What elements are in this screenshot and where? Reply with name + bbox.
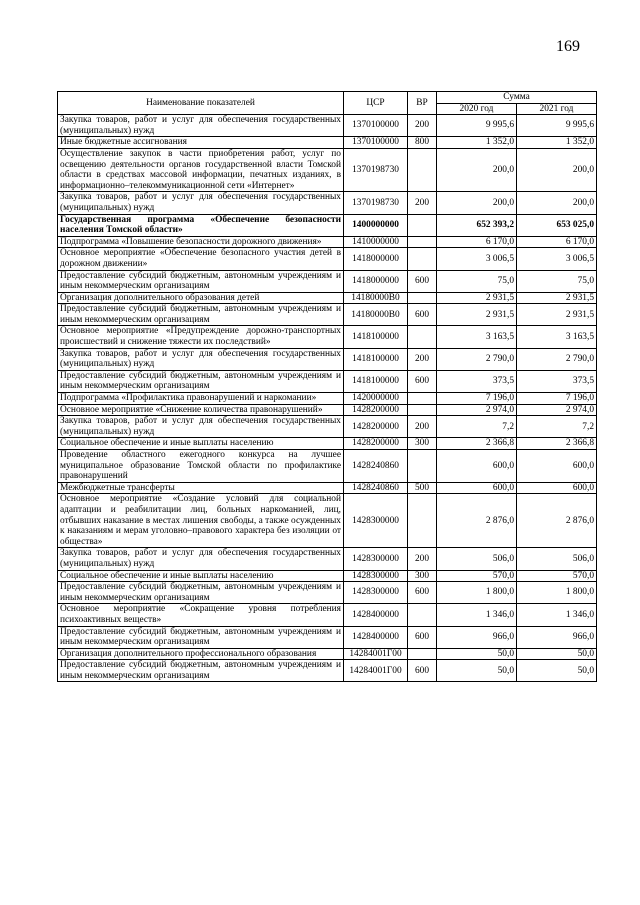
row-csr-cell: 1370100000: [344, 115, 408, 137]
row-vr-cell: [408, 450, 437, 483]
row-2021-cell: 373,5: [517, 370, 597, 392]
table-row: [58, 570, 597, 582]
table-row: [58, 270, 597, 292]
row-2020-cell: 3 163,5: [437, 326, 517, 348]
page-number: 169: [556, 38, 580, 55]
row-csr-cell: 1370100000: [344, 137, 408, 149]
row-2021-cell: 1 346,0: [517, 604, 597, 626]
row-name-cell: Предоставление субсидий бюджетным, автономным учреждениям и иным некоммерческим организациям: [58, 304, 344, 326]
table-row: [58, 236, 597, 248]
row-2021-cell: 200,0: [517, 192, 597, 214]
row-2021-cell: 966,0: [517, 626, 597, 648]
header-csr: ЦСР: [344, 92, 408, 115]
row-vr-cell: [408, 236, 437, 248]
row-csr-cell: 1428200000: [344, 438, 408, 450]
row-2021-cell: 9 995,6: [517, 115, 597, 137]
row-2021-cell: 7,2: [517, 416, 597, 438]
row-name-cell: Подпрограмма «Повышение безопасности дорожного движения»: [58, 236, 344, 248]
table-row: [58, 115, 597, 137]
row-2021-cell: 600,0: [517, 450, 597, 483]
row-vr-cell: [408, 214, 437, 236]
row-vr-cell: [408, 292, 437, 304]
row-2020-cell: 50,0: [437, 648, 517, 660]
table-row: [58, 482, 597, 494]
row-name-cell: Закупка товаров, работ и услуг для обеспечения государственных (муниципальных) нужд: [58, 548, 344, 570]
row-vr-cell: 600: [408, 582, 437, 604]
row-2020-cell: 2 876,0: [437, 494, 517, 548]
row-2020-cell: 1 800,0: [437, 582, 517, 604]
row-csr-cell: 14284001Г00: [344, 648, 408, 660]
row-2020-cell: 2 931,5: [437, 304, 517, 326]
row-2020-cell: 506,0: [437, 548, 517, 570]
row-vr-cell: 200: [408, 115, 437, 137]
table-row: [58, 370, 597, 392]
row-vr-cell: [408, 393, 437, 405]
row-2020-cell: 2 974,0: [437, 404, 517, 416]
row-2020-cell: 3 006,5: [437, 248, 517, 270]
row-name-cell: Проведение областного ежегодного конкурса на лучшее муниципальное образование Томской области по профилактике правонарушений: [58, 450, 344, 483]
row-vr-cell: 800: [408, 137, 437, 149]
table-row: [58, 326, 597, 348]
row-2020-cell: 2 790,0: [437, 348, 517, 370]
row-name-cell: Предоставление субсидий бюджетным, автономным учреждениям и иным некоммерческим организациям: [58, 270, 344, 292]
row-name-cell: Закупка товаров, работ и услуг для обеспечения государственных (муниципальных) нужд: [58, 192, 344, 214]
row-vr-cell: 500: [408, 482, 437, 494]
header-year-2021: 2021 год: [517, 103, 597, 115]
row-2020-cell: 966,0: [437, 626, 517, 648]
row-vr-cell: 600: [408, 370, 437, 392]
row-2021-cell: 3 163,5: [517, 326, 597, 348]
row-2021-cell: 200,0: [517, 148, 597, 191]
row-2021-cell: 1 352,0: [517, 137, 597, 149]
row-2021-cell: 2 974,0: [517, 404, 597, 416]
row-csr-cell: 14180000В0: [344, 304, 408, 326]
row-name-cell: Организация дополнительного образования детей: [58, 292, 344, 304]
row-2020-cell: 7 196,0: [437, 393, 517, 405]
row-2020-cell: 373,5: [437, 370, 517, 392]
row-vr-cell: 600: [408, 270, 437, 292]
header-sum: Сумма: [437, 92, 597, 104]
row-name-cell: Подпрограмма «Профилактика правонарушений и наркомании»: [58, 393, 344, 405]
row-csr-cell: 1370198730: [344, 148, 408, 191]
row-vr-cell: 300: [408, 438, 437, 450]
row-2021-cell: 50,0: [517, 648, 597, 660]
row-csr-cell: 1418100000: [344, 370, 408, 392]
row-csr-cell: 1428300000: [344, 582, 408, 604]
row-2020-cell: 9 995,6: [437, 115, 517, 137]
row-vr-cell: [408, 326, 437, 348]
row-csr-cell: 1428200000: [344, 404, 408, 416]
table-row: [58, 192, 597, 214]
table-row: [58, 450, 597, 483]
table-row: [58, 626, 597, 648]
row-2020-cell: 200,0: [437, 148, 517, 191]
row-name-cell: Организация дополнительного профессионального образования: [58, 648, 344, 660]
row-name-cell: Закупка товаров, работ и услуг для обеспечения государственных (муниципальных) нужд: [58, 416, 344, 438]
table-row: [58, 148, 597, 191]
row-name-cell: Предоставление субсидий бюджетным, автономным учреждениям и иным некоммерческим организациям: [58, 370, 344, 392]
row-vr-cell: 200: [408, 348, 437, 370]
row-csr-cell: 1428400000: [344, 626, 408, 648]
table-body: [58, 115, 597, 682]
row-vr-cell: 200: [408, 548, 437, 570]
row-vr-cell: 600: [408, 660, 437, 682]
table-row: [58, 582, 597, 604]
row-vr-cell: 300: [408, 570, 437, 582]
table-row: [58, 393, 597, 405]
row-2021-cell: 2 876,0: [517, 494, 597, 548]
row-2021-cell: 1 800,0: [517, 582, 597, 604]
row-2021-cell: 2 366,8: [517, 438, 597, 450]
row-csr-cell: 1428300000: [344, 548, 408, 570]
row-vr-cell: [408, 248, 437, 270]
row-name-cell: Закупка товаров, работ и услуг для обеспечения государственных (муниципальных) нужд: [58, 115, 344, 137]
table-row: [58, 604, 597, 626]
row-2020-cell: 2 931,5: [437, 292, 517, 304]
table-row: [58, 248, 597, 270]
row-csr-cell: 1418100000: [344, 326, 408, 348]
table-row: [58, 137, 597, 149]
row-csr-cell: 1428240860: [344, 450, 408, 483]
row-csr-cell: 1428240860: [344, 482, 408, 494]
table-row: [58, 404, 597, 416]
row-2021-cell: 570,0: [517, 570, 597, 582]
table-row: [58, 648, 597, 660]
header-vr: ВР: [408, 92, 437, 115]
row-2020-cell: 570,0: [437, 570, 517, 582]
row-2021-cell: 50,0: [517, 660, 597, 682]
row-2020-cell: 600,0: [437, 482, 517, 494]
table-row: [58, 304, 597, 326]
row-2020-cell: 7,2: [437, 416, 517, 438]
row-name-cell: Иные бюджетные ассигнования: [58, 137, 344, 149]
row-csr-cell: 1370198730: [344, 192, 408, 214]
table-row: [58, 660, 597, 682]
header-year-2020: 2020 год: [437, 103, 517, 115]
row-csr-cell: 1410000000: [344, 236, 408, 248]
row-vr-cell: 600: [408, 304, 437, 326]
row-vr-cell: [408, 494, 437, 548]
row-csr-cell: 1418000000: [344, 270, 408, 292]
row-csr-cell: 1418100000: [344, 348, 408, 370]
row-2020-cell: 1 346,0: [437, 604, 517, 626]
row-name-cell: Государственная программа «Обеспечение безопасности населения Томской области»: [58, 214, 344, 236]
row-2020-cell: 600,0: [437, 450, 517, 483]
table-row: [58, 416, 597, 438]
row-name-cell: Закупка товаров, работ и услуг для обеспечения государственных (муниципальных) нужд: [58, 348, 344, 370]
row-name-cell: Основное мероприятие «Предупреждение дорожно-транспортных происшествий и снижение тяжести их последствий»: [58, 326, 344, 348]
row-2020-cell: 50,0: [437, 660, 517, 682]
row-csr-cell: 1400000000: [344, 214, 408, 236]
row-name-cell: Социальное обеспечение и иные выплаты населению: [58, 570, 344, 582]
row-2021-cell: 3 006,5: [517, 248, 597, 270]
row-2021-cell: 2 931,5: [517, 292, 597, 304]
header-name: Наименование показателей: [58, 92, 344, 115]
row-name-cell: Межбюджетные трансферты: [58, 482, 344, 494]
row-2021-cell: 2 931,5: [517, 304, 597, 326]
row-vr-cell: [408, 648, 437, 660]
row-2021-cell: 506,0: [517, 548, 597, 570]
row-name-cell: Социальное обеспечение и иные выплаты населению: [58, 438, 344, 450]
table-row: [58, 292, 597, 304]
row-2020-cell: 1 352,0: [437, 137, 517, 149]
row-2021-cell: 653 025,0: [517, 214, 597, 236]
row-csr-cell: 14284001Г00: [344, 660, 408, 682]
table-row: [58, 494, 597, 548]
row-2021-cell: 6 170,0: [517, 236, 597, 248]
row-2021-cell: 600,0: [517, 482, 597, 494]
row-csr-cell: 14180000В0: [344, 292, 408, 304]
row-vr-cell: [408, 148, 437, 191]
row-vr-cell: 200: [408, 416, 437, 438]
table-row: [58, 548, 597, 570]
row-name-cell: Предоставление субсидий бюджетным, автономным учреждениям и иным некоммерческим организациям: [58, 626, 344, 648]
row-csr-cell: 1428200000: [344, 416, 408, 438]
row-2021-cell: 75,0: [517, 270, 597, 292]
row-name-cell: Осуществление закупок в части приобретения работ, услуг по освещению деятельности органов государственной власти Томской области в средствах массовой информации, печатных изданиях, в информационно–телекоммуникационной сети «Интернет»: [58, 148, 344, 191]
row-csr-cell: 1428400000: [344, 604, 408, 626]
row-vr-cell: [408, 604, 437, 626]
row-name-cell: Основное мероприятие «Снижение количества правонарушений»: [58, 404, 344, 416]
row-csr-cell: 1418000000: [344, 248, 408, 270]
row-name-cell: Основное мероприятие «Обеспечение безопасного участия детей в дорожном движении»: [58, 248, 344, 270]
row-name-cell: Основное мероприятие «Создание условий для социальной адаптации и реабилитации лиц, больных наркоманией, лиц, отбывших наказание в местах лишения свободы, а также осужденных к наказаниям и мерам уголовно–правового характера без изоляции от общества»: [58, 494, 344, 548]
row-csr-cell: 1428300000: [344, 494, 408, 548]
row-csr-cell: 1428300000: [344, 570, 408, 582]
row-2020-cell: 652 393,2: [437, 214, 517, 236]
budget-table: [57, 91, 597, 682]
row-csr-cell: 1420000000: [344, 393, 408, 405]
row-2020-cell: 2 366,8: [437, 438, 517, 450]
row-vr-cell: 600: [408, 626, 437, 648]
row-name-cell: Предоставление субсидий бюджетным, автономным учреждениям и иным некоммерческим организациям: [58, 582, 344, 604]
row-2021-cell: 7 196,0: [517, 393, 597, 405]
table-row: [58, 438, 597, 450]
row-vr-cell: [408, 404, 437, 416]
row-2020-cell: 6 170,0: [437, 236, 517, 248]
row-2021-cell: 2 790,0: [517, 348, 597, 370]
row-2020-cell: 75,0: [437, 270, 517, 292]
table-row: [58, 348, 597, 370]
row-name-cell: Основное мероприятие «Сокращение уровня потребления психоактивных веществ»: [58, 604, 344, 626]
table-row: [58, 214, 597, 236]
row-name-cell: Предоставление субсидий бюджетным, автономным учреждениям и иным некоммерческим организациям: [58, 660, 344, 682]
row-vr-cell: 200: [408, 192, 437, 214]
row-2020-cell: 200,0: [437, 192, 517, 214]
